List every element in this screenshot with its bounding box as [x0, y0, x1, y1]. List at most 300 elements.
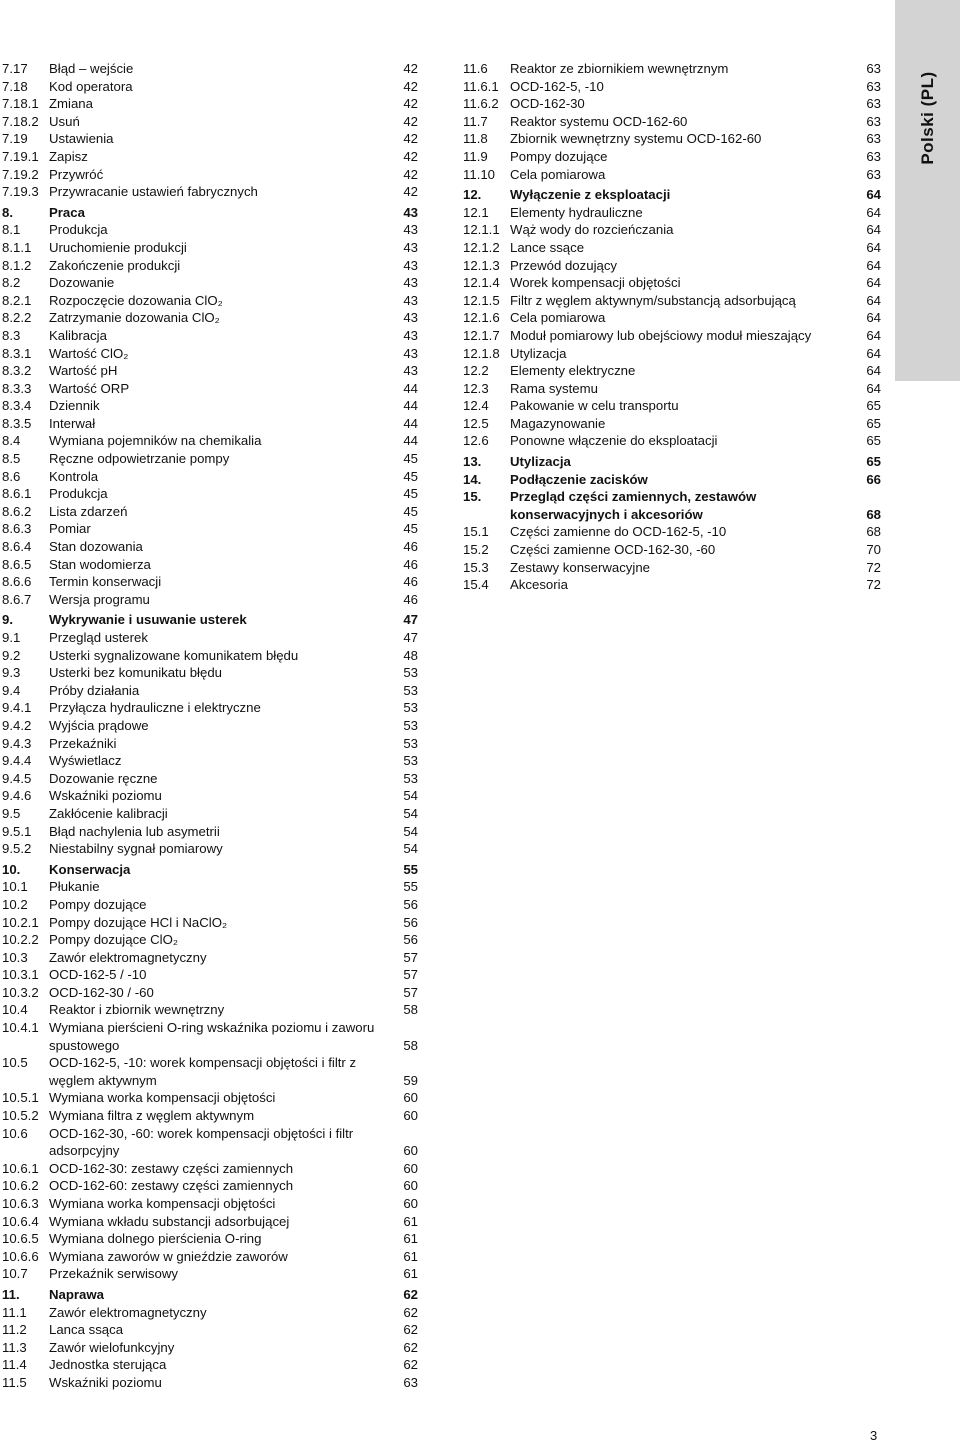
toc-entry-page: 53 [403, 700, 418, 716]
toc-entry-title: Jednostka sterująca [49, 1357, 167, 1373]
toc-entry-page: 65 [866, 454, 881, 470]
toc-entry-title: Konserwacja [49, 861, 131, 877]
toc-entry [2, 1304, 420, 1322]
toc-entry-title: OCD-162-30 [510, 96, 585, 112]
toc-entry [2, 503, 420, 521]
toc-entry [2, 752, 420, 770]
toc-entry-number: 10.3.1 [2, 967, 39, 983]
toc-entry [2, 309, 420, 327]
toc-entry-title: Podłączenie zacisków [510, 471, 648, 487]
toc-entry [2, 221, 420, 239]
toc-entry-page: 46 [403, 574, 418, 590]
toc-entry [2, 397, 420, 415]
toc-entry-number: 7.19 [2, 131, 28, 147]
toc-entry-title: Usterki bez komunikatu błędu [49, 665, 222, 681]
toc-entry-page: 62 [403, 1339, 418, 1355]
toc-entry-page: 54 [403, 805, 418, 821]
toc-entry-page: 63 [866, 166, 881, 182]
toc-entry-title: Stan dozowania [49, 539, 143, 555]
toc-entry-number: 9.3 [2, 665, 21, 681]
toc-entry-page: 42 [403, 113, 418, 129]
toc-entry-title: Termin konserwacji [49, 574, 162, 590]
toc-entry [2, 538, 420, 556]
toc-entry-page: 54 [403, 788, 418, 804]
toc-entry-number: 14. [463, 471, 482, 487]
toc-entry [463, 523, 883, 541]
toc-entry [2, 682, 420, 700]
toc-entry [2, 362, 420, 380]
toc-entry-page: 43 [403, 292, 418, 308]
toc-entry [2, 1160, 420, 1178]
toc-entry-page: 57 [403, 984, 418, 1000]
toc-entry-title: Zakłócenie kalibracji [49, 805, 168, 821]
toc-entry [2, 717, 420, 735]
toc-entry-number: 11.9 [463, 148, 488, 164]
toc-entry [2, 1321, 420, 1339]
toc-entry-title: Cela pomiarowa [510, 310, 606, 326]
toc-entry [2, 896, 420, 914]
toc-entry-title: Ponowne włączenie do eksploatacji [510, 433, 718, 449]
toc-entry-number: 15. [463, 489, 482, 505]
toc-entry-number: 10.6 [2, 1125, 28, 1141]
toc-entry-page: 44 [403, 398, 418, 414]
toc-entry-page: 46 [403, 556, 418, 572]
toc-entry-page: 64 [866, 275, 881, 291]
toc-entry-number: 8. [2, 204, 13, 220]
toc-entry-number: 8.6.3 [2, 521, 32, 537]
toc-entry-title: Stan wodomierza [49, 556, 151, 572]
toc-entry-page: 44 [403, 415, 418, 431]
toc-entry-number: 10.6.5 [2, 1231, 39, 1247]
toc-entry-page: 43 [403, 345, 418, 361]
toc-entry [2, 1054, 420, 1089]
toc-entry-number: 7.18.1 [2, 96, 39, 112]
toc-entry-number: 11.2 [2, 1322, 27, 1338]
toc-entry-page: 57 [403, 949, 418, 965]
toc-entry-title: Wskaźniki poziomu [49, 1374, 162, 1390]
toc-entry-page: 61 [403, 1231, 418, 1247]
toc-entry-number: 12.4 [463, 398, 489, 414]
toc-entry [2, 485, 420, 503]
toc-entry-page: 53 [403, 665, 418, 681]
toc-entry-number: 9.5.1 [2, 823, 32, 839]
toc-entry-number: 8.6.2 [2, 503, 32, 519]
toc-entry-number: 9.4.3 [2, 735, 32, 751]
toc-entry-title: Wyświetlacz [49, 753, 122, 769]
toc-entry-page: 60 [403, 1143, 418, 1159]
toc-chapter-entry [463, 471, 883, 489]
toc-entry [2, 327, 420, 345]
toc-entry-number: 8.3.2 [2, 363, 32, 379]
page-number: 3 [870, 1428, 878, 1443]
toc-entry-number: 11.6 [463, 61, 488, 76]
toc-entry-number: 12.1.3 [463, 257, 500, 273]
toc-entry [463, 345, 883, 363]
toc-entry-page: 64 [866, 327, 881, 343]
toc-entry-page: 54 [403, 841, 418, 857]
toc-entry-title: Wyjścia prądowe [49, 717, 149, 733]
toc-entry-number: 8.3.1 [2, 345, 32, 361]
toc-entry-number: 9.1 [2, 630, 21, 645]
toc-entry-number: 12.1.5 [463, 292, 500, 308]
toc-entry-number: 10.6.2 [2, 1178, 39, 1194]
toc-entry-page: 43 [403, 239, 418, 255]
toc-entry-title: Pompy dozujące HCl i NaClO₂ [49, 914, 228, 930]
toc-entry-title: Części zamienne do OCD-162-5, -10 [510, 524, 727, 540]
toc-entry-number: 11.6.1 [463, 78, 499, 94]
toc-entry-page: 47 [403, 630, 418, 645]
toc-entry [2, 130, 420, 148]
toc-entry-number: 8.3.3 [2, 380, 32, 396]
toc-entry-number: 8.6.7 [2, 591, 32, 607]
toc-entry [463, 415, 883, 433]
toc-entry-page: 65 [866, 433, 881, 449]
toc-entry-title: Elementy hydrauliczne [510, 204, 643, 220]
toc-entry-title: Kod operatora [49, 78, 133, 94]
toc-entry-page: 64 [866, 292, 881, 308]
toc-entry [2, 60, 420, 78]
toc-entry-page: 61 [403, 1248, 418, 1264]
toc-entry-number: 8.5 [2, 451, 21, 467]
toc-entry-page: 59 [403, 1072, 418, 1088]
toc-chapter-entry [463, 488, 883, 523]
toc-entry-title: Wartość ClO₂ [49, 345, 129, 361]
toc-entry-page: 66 [866, 471, 881, 487]
toc-entry-number: 11.6.2 [463, 96, 499, 112]
toc-entry [463, 309, 883, 327]
toc-entry-number: 10. [2, 861, 21, 877]
toc-entry-page: 42 [403, 96, 418, 112]
toc-entry-page: 56 [403, 932, 418, 948]
toc-entry-number: 10.6.1 [2, 1160, 39, 1176]
toc-entry-page: 54 [403, 823, 418, 839]
toc-entry-title: Zmiana [49, 96, 93, 112]
language-tab-label: Polski (PL) [917, 71, 937, 165]
toc-entry-title: Wąż wody do rozcieńczania [510, 222, 674, 238]
toc-entry-title: Dozowanie [49, 275, 115, 291]
toc-entry-page: 60 [403, 1108, 418, 1124]
toc-entry-number: 10.6.6 [2, 1248, 39, 1264]
toc-entry [463, 204, 883, 222]
toc-left-column [2, 60, 420, 1392]
toc-entry-title: Usuń [49, 113, 80, 129]
toc-entry [463, 576, 883, 594]
toc-entry [2, 1195, 420, 1213]
toc-entry [2, 113, 420, 131]
toc-entry [463, 432, 883, 450]
toc-entry-number: 9.2 [2, 647, 21, 663]
toc-entry [463, 148, 883, 166]
toc-entry-page: 68 [866, 506, 881, 522]
toc-entry-title: Wymiana wkładu substancji adsorbującej [49, 1213, 290, 1229]
toc-entry [463, 95, 883, 113]
toc-entry-page: 65 [866, 415, 881, 431]
toc-entry-number: 12.1.8 [463, 345, 500, 361]
toc-entry-page: 65 [866, 398, 881, 414]
toc-entry-page: 45 [403, 503, 418, 519]
toc-entry [463, 397, 883, 415]
toc-entry-page: 72 [866, 559, 881, 575]
toc-entry-title: Produkcja [49, 222, 108, 238]
toc-entry [463, 541, 883, 559]
toc-entry-title: Zestawy konserwacyjne [510, 559, 650, 575]
toc-entry-page: 42 [403, 131, 418, 147]
toc-entry [2, 556, 420, 574]
toc-entry-title: Przyłącza hydrauliczne i elektryczne [49, 700, 261, 716]
toc-entry-title: Kalibracja [49, 327, 107, 343]
toc-entry-title: Przekaźnik serwisowy [49, 1266, 178, 1282]
toc-entry-page: 43 [403, 310, 418, 326]
toc-entry-page: 63 [403, 1374, 418, 1390]
toc-entry-title: OCD-162-5, -10 [510, 78, 604, 94]
toc-entry-title: Niestabilny sygnał pomiarowy [49, 841, 223, 857]
toc-entry-number: 11.1 [2, 1304, 27, 1320]
language-tab [895, 0, 960, 381]
toc-entry-title: Cela pomiarowa [510, 166, 606, 182]
toc-entry-number: 8.6.1 [2, 486, 32, 502]
toc-entry-number: 10.4 [2, 1002, 28, 1018]
toc-entry-page: 63 [866, 61, 881, 76]
toc-entry-title: Worek kompensacji objętości [510, 275, 681, 291]
toc-entry [2, 966, 420, 984]
toc-entry-number: 9.4.1 [2, 700, 32, 716]
toc-entry-number: 10.6.3 [2, 1196, 39, 1211]
toc-entry-title: Reaktor i zbiornik wewnętrzny [49, 1002, 225, 1018]
toc-entry-title: Pomiar [49, 521, 91, 537]
toc-entry-page: 43 [403, 257, 418, 273]
toc-entry-number: 11. [2, 1286, 20, 1302]
toc-chapter-entry [463, 453, 883, 471]
toc-entry [2, 415, 420, 433]
toc-entry-number: 8.6 [2, 468, 21, 484]
toc-entry-page: 62 [403, 1322, 418, 1338]
toc-entry [2, 239, 420, 257]
toc-entry-title: Lista zdarzeń [49, 503, 128, 519]
toc-entry-number: 8.2.1 [2, 292, 32, 308]
toc-entry [2, 432, 420, 450]
toc-entry-page: 63 [866, 78, 881, 94]
toc-entry-page: 70 [866, 542, 881, 558]
toc-entry-page: 56 [403, 896, 418, 912]
toc-entry-page: 60 [403, 1160, 418, 1176]
toc-entry-number: 8.6.6 [2, 574, 32, 590]
toc-entry-page: 64 [866, 204, 881, 220]
toc-entry-page: 43 [403, 363, 418, 379]
toc-entry-title: Kontrola [49, 468, 99, 484]
toc-entry-number: 10.5.2 [2, 1108, 39, 1124]
toc-entry-title: Ustawienia [49, 131, 114, 147]
toc-entry-page: 58 [403, 1037, 418, 1053]
toc-entry [463, 559, 883, 577]
toc-entry [2, 1265, 420, 1283]
toc-entry-title: Usterki sygnalizowane komunikatem błędu [49, 647, 299, 663]
toc-entry-number: 10.6.4 [2, 1213, 39, 1229]
toc-entry-page: 62 [403, 1357, 418, 1373]
toc-entry-page: 64 [866, 310, 881, 326]
toc-entry-number: 8.1.2 [2, 257, 32, 273]
toc-entry [2, 949, 420, 967]
toc-entry [2, 468, 420, 486]
toc-entry-number: 11.7 [463, 113, 488, 129]
toc-entry-page: 53 [403, 770, 418, 786]
toc-entry-page: 45 [403, 521, 418, 537]
toc-entry [2, 647, 420, 665]
toc-entry-number: 12.1.1 [463, 222, 500, 238]
toc-entry-number: 10.4.1 [2, 1020, 39, 1036]
toc-entry-title: Produkcja [49, 486, 108, 502]
toc-entry-title: Utylizacja [510, 345, 567, 361]
toc-entry-title: Filtr z węglem aktywnym/substancją adsorbującą [510, 292, 796, 308]
toc-entry [2, 1177, 420, 1195]
toc-entry-title: Pakowanie w celu transportu [510, 398, 679, 414]
toc-entry-page: 61 [403, 1213, 418, 1229]
toc-entry-number: 11.10 [463, 166, 496, 182]
toc-entry-title: Przywracanie ustawień fabrycznych [49, 184, 258, 200]
toc-entry [463, 113, 883, 131]
toc-entry-page: 45 [403, 468, 418, 484]
toc-entry-page: 44 [403, 380, 418, 396]
toc-entry-title: Reaktor systemu OCD-162-60 [510, 113, 688, 129]
toc-entry-title: Dozowanie ręczne [49, 770, 158, 786]
toc-entry-number: 9. [2, 612, 13, 628]
toc-entry-number: 13. [463, 454, 482, 470]
toc-entry-title: OCD-162-60: zestawy części zamiennych [49, 1178, 294, 1194]
toc-entry-page: 42 [403, 78, 418, 94]
toc-entry-number: 12.1 [463, 204, 489, 220]
toc-entry-page: 64 [866, 345, 881, 361]
toc-entry [2, 591, 420, 609]
toc-entry [2, 274, 420, 292]
toc-entry-number: 12.6 [463, 433, 489, 449]
toc-entry-title: Rama systemu [510, 380, 598, 396]
toc-entry-number: 8.3.5 [2, 415, 32, 431]
toc-entry-page: 43 [403, 222, 418, 238]
toc-entry-page: 47 [403, 612, 418, 628]
toc-entry-page: 42 [403, 166, 418, 182]
toc-entry [463, 239, 883, 257]
toc-entry-title: Płukanie [49, 879, 100, 895]
toc-entry-page: 42 [403, 148, 418, 164]
toc-entry-title: Uruchomienie produkcji [49, 239, 187, 255]
toc-entry-title: Praca [49, 204, 85, 220]
toc-entry-page: 60 [403, 1090, 418, 1106]
toc-entry-number: 12.1.4 [463, 275, 500, 291]
toc-entry-title: Dziennik [49, 398, 100, 414]
toc-entry-number: 15.2 [463, 542, 489, 558]
toc-entry [2, 257, 420, 275]
toc-entry-number: 10.2.1 [2, 914, 39, 930]
toc-entry-title: Zbiornik wewnętrzny systemu OCD-162-60 [510, 131, 762, 147]
toc-entry-page: 64 [866, 363, 881, 379]
toc-entry-title: Wymiana filtra z węglem aktywnym [49, 1108, 255, 1124]
toc-entry [463, 78, 883, 96]
toc-entry-title: Naprawa [49, 1286, 104, 1302]
toc-entry-number: 10.5.1 [2, 1090, 39, 1106]
toc-entry-page: 64 [866, 239, 881, 255]
toc-chapter-entry [2, 1286, 420, 1304]
toc-entry [2, 699, 420, 717]
toc-entry-page: 48 [403, 647, 418, 663]
toc-entry [463, 130, 883, 148]
toc-chapter-entry [2, 611, 420, 629]
toc-entry-title: Lanca ssąca [49, 1322, 124, 1338]
toc-entry-title: Zatrzymanie dozowania ClO₂ [49, 310, 220, 326]
toc-entry-title: OCD-162-30, -60: worek kompensacji objętości i filtr adsorpcyjny [49, 1125, 354, 1159]
toc-entry-number: 9.4 [2, 682, 21, 698]
toc-entry [2, 573, 420, 591]
toc-entry [2, 823, 420, 841]
toc-entry-title: Wartość ORP [49, 380, 130, 396]
toc-entry-number: 7.19.2 [2, 166, 39, 182]
toc-entry-page: 68 [866, 524, 881, 540]
toc-entry-page: 63 [866, 113, 881, 129]
toc-entry [463, 60, 883, 78]
toc-entry-page: 63 [866, 148, 881, 164]
toc-entry-title: Wersja programu [49, 591, 150, 607]
toc-entry-number: 8.4 [2, 433, 21, 449]
toc-entry-title: OCD-162-5 / -10 [49, 967, 147, 983]
toc-entry-title: OCD-162-5, -10: worek kompensacji objętości i filtr z węglem aktywnym [49, 1055, 357, 1088]
toc-entry-number: 9.4.4 [2, 753, 32, 769]
toc-entry [2, 183, 420, 201]
toc-entry-number: 10.1 [2, 879, 28, 895]
toc-entry-page: 53 [403, 735, 418, 751]
toc-entry [2, 1213, 420, 1231]
toc-entry [2, 78, 420, 96]
toc-entry-number: 12.1.2 [463, 239, 500, 255]
toc-entry [2, 664, 420, 682]
toc-entry-page: 53 [403, 753, 418, 769]
toc-entry-title: Wyłączenie z eksploatacji [510, 187, 671, 203]
toc-entry-page: 42 [403, 184, 418, 200]
toc-entry [463, 166, 883, 184]
toc-entry-page: 46 [403, 539, 418, 555]
toc-entry-number: 12.3 [463, 380, 489, 396]
toc-entry [2, 520, 420, 538]
toc-entry-title: Zawór elektromagnetyczny [49, 1304, 207, 1320]
toc-entry [463, 221, 883, 239]
toc-entry [2, 1089, 420, 1107]
toc-entry-title: Rozpoczęcie dozowania ClO₂ [49, 292, 223, 308]
toc-entry-title: Wykrywanie i usuwanie usterek [49, 612, 247, 628]
toc-entry [2, 148, 420, 166]
toc-entry-page: 57 [403, 967, 418, 983]
toc-entry-title: OCD-162-30: zestawy części zamiennych [49, 1160, 294, 1176]
toc-entry-page: 53 [403, 682, 418, 698]
toc-entry-page: 60 [403, 1196, 418, 1211]
toc-entry-title: Błąd – wejście [49, 61, 134, 76]
toc-entry-title: Pompy dozujące [49, 896, 147, 912]
toc-entry [2, 1374, 420, 1392]
toc-entry-number: 10.3 [2, 949, 28, 965]
toc-entry-number: 12. [463, 187, 482, 203]
toc-entry-title: Wartość pH [49, 363, 118, 379]
toc-entry-title: Wymiana worka kompensacji objętości [49, 1090, 276, 1106]
toc-entry-title: Przegląd usterek [49, 630, 148, 645]
toc-entry-number: 9.5 [2, 805, 21, 821]
toc-entry [2, 380, 420, 398]
toc-entry-title: Pompy dozujące ClO₂ [49, 932, 178, 948]
toc-entry-number: 11.8 [463, 131, 488, 147]
toc-entry-page: 45 [403, 486, 418, 502]
toc-entry-title: Wymiana pojemników na chemikalia [49, 433, 262, 449]
toc-entry-title: Elementy elektryczne [510, 363, 636, 379]
toc-entry-number: 8.1.1 [2, 239, 32, 255]
toc-entry [2, 805, 420, 823]
toc-entry-number: 8.3.4 [2, 398, 32, 414]
toc-entry-number: 11.3 [2, 1339, 27, 1355]
toc-entry-page: 63 [866, 131, 881, 147]
